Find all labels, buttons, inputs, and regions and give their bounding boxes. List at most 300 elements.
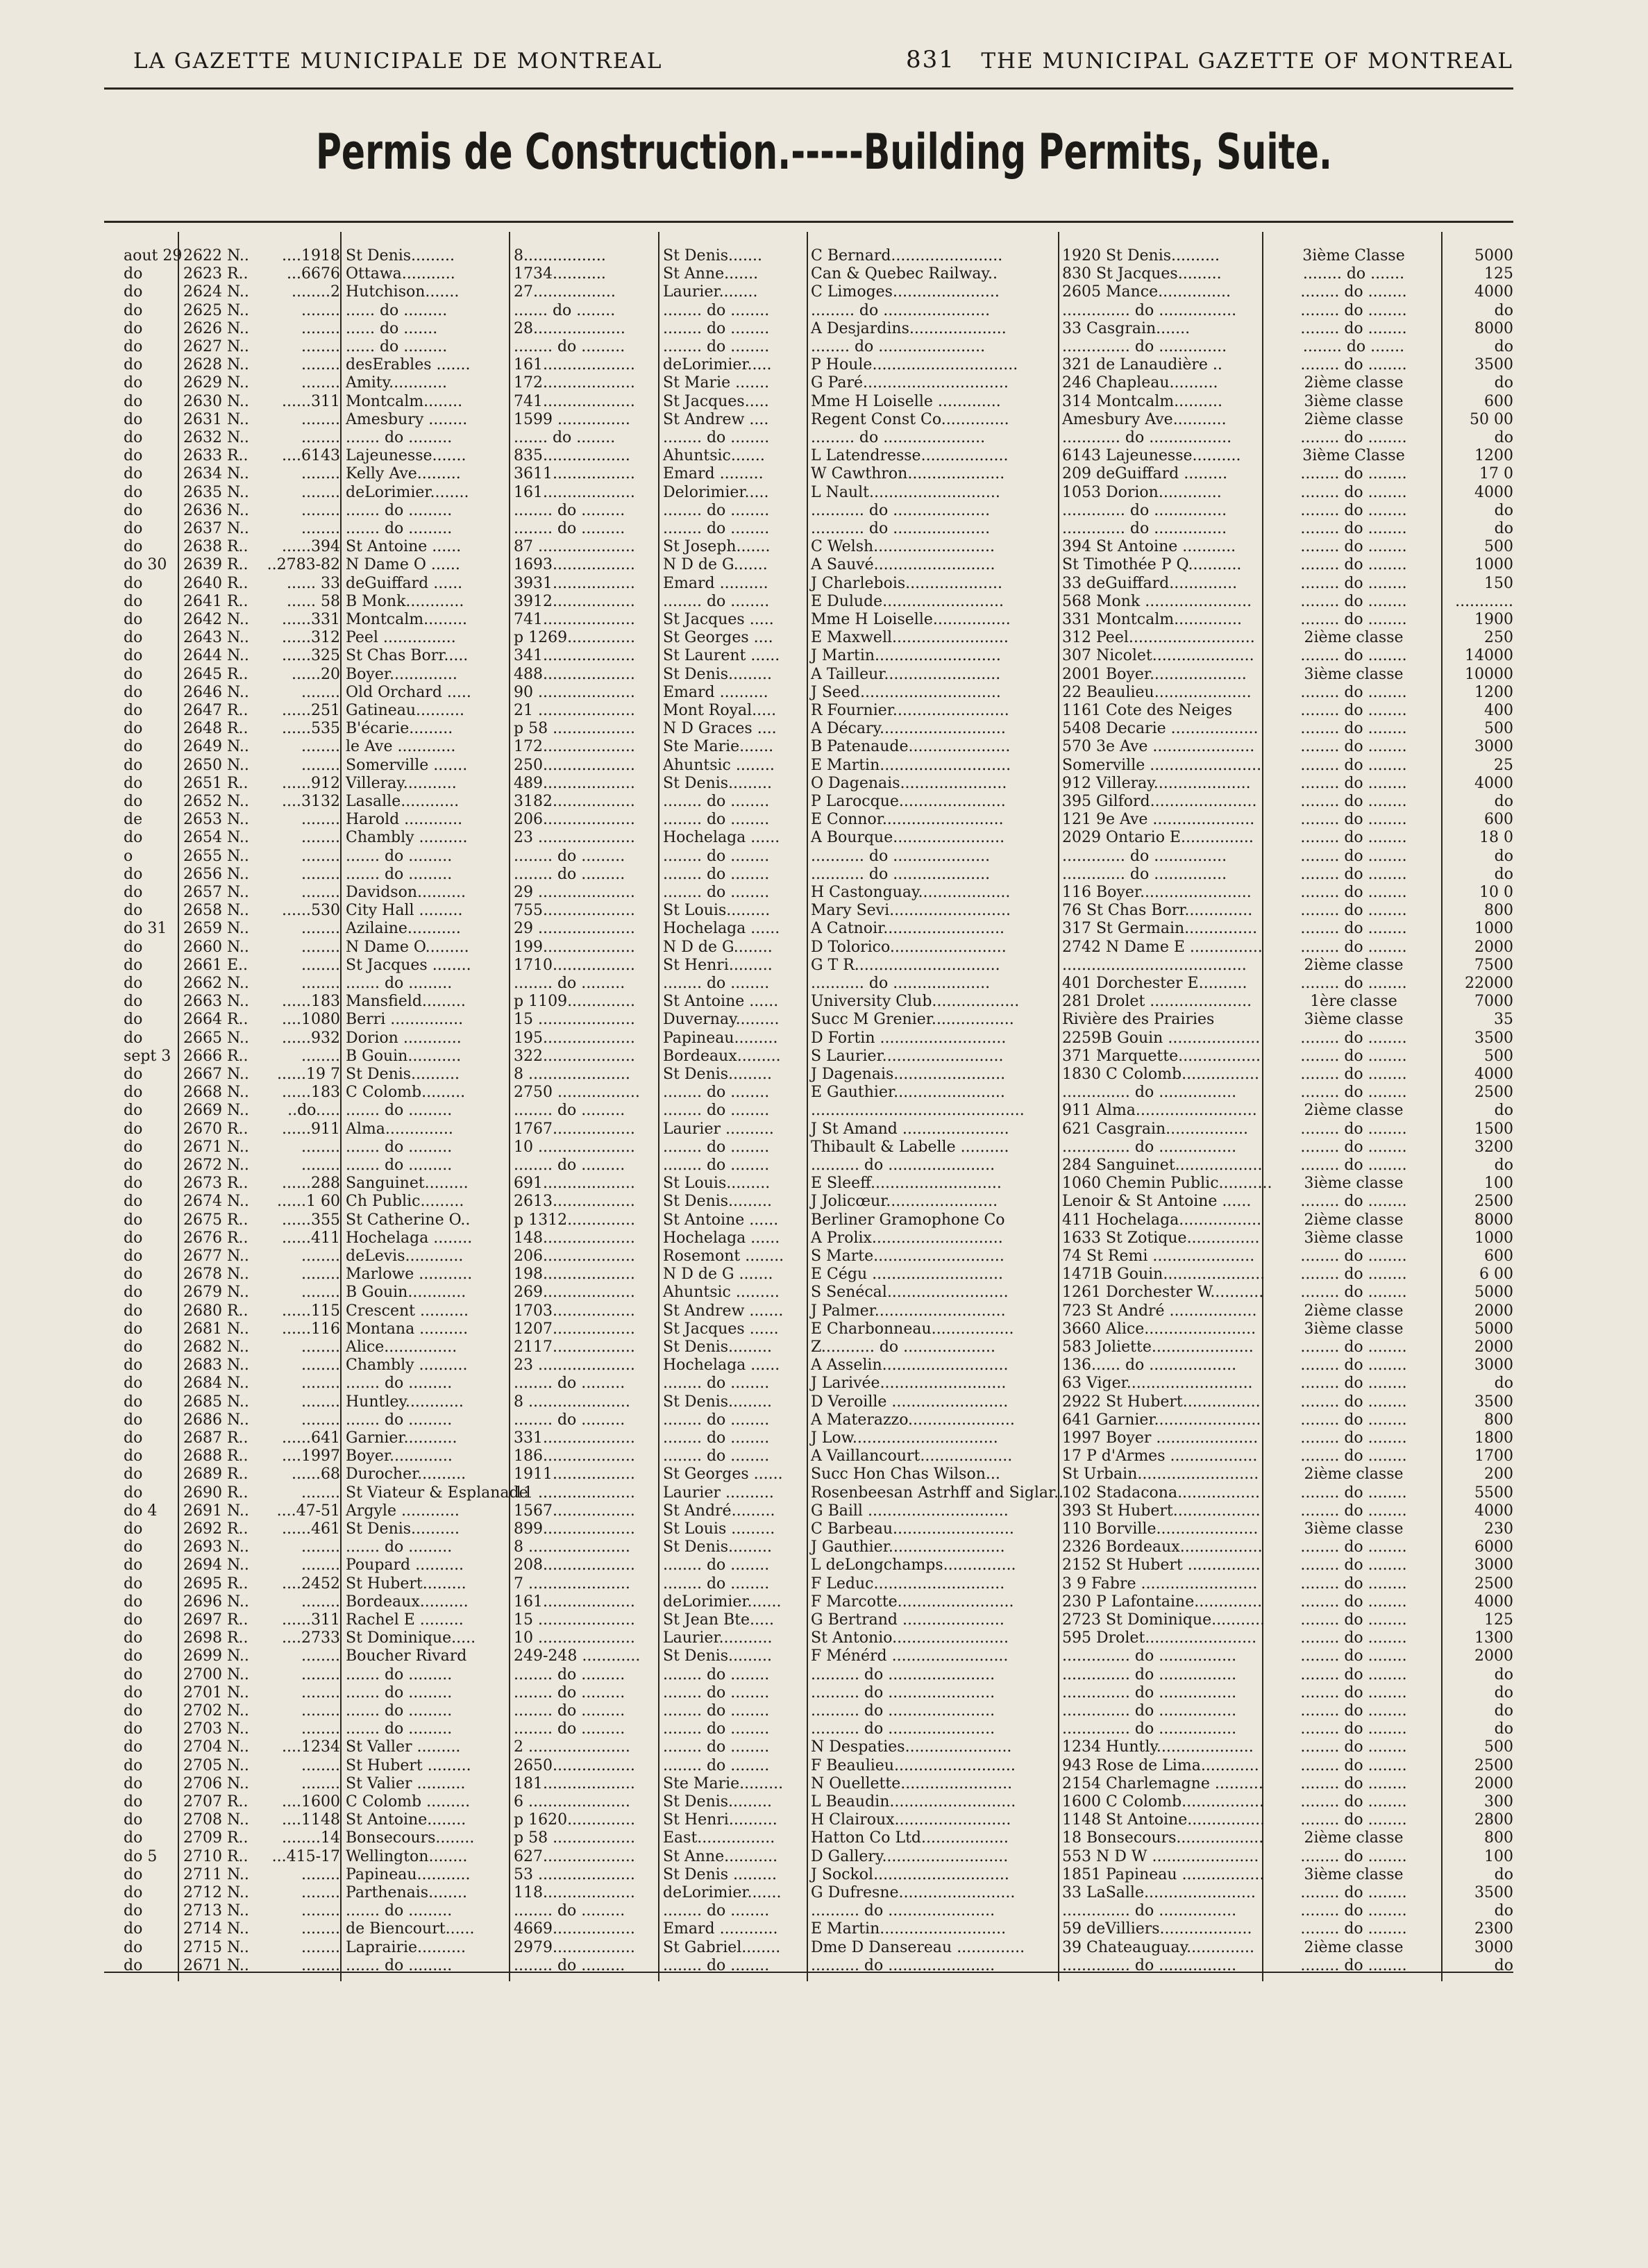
- owner: J St Amand ......................: [811, 1120, 1009, 1138]
- street: Sanguinet.........: [346, 1175, 469, 1192]
- owner: J Larivée..........................: [811, 1375, 1007, 1392]
- street: deLevis............: [346, 1248, 464, 1265]
- permit-class: 3ième classe: [1304, 1175, 1404, 1192]
- street: St Dominique.....: [346, 1629, 476, 1647]
- permit-date: do: [124, 702, 143, 719]
- ward: ........ do ........: [663, 1411, 770, 1429]
- house-number: ......325: [282, 647, 340, 664]
- permit-number: 2662 N..: [183, 975, 249, 992]
- owner: A Prolix...........................: [811, 1229, 1003, 1247]
- house-number: ........: [301, 1284, 340, 1301]
- permit-value: 1200: [1474, 684, 1513, 701]
- street: Poupard ..........: [346, 1556, 464, 1574]
- street: Boyer.............: [346, 1447, 453, 1465]
- owner: S Senécal.........................: [811, 1284, 1009, 1301]
- permit-class: ........ do ........: [1300, 1393, 1407, 1411]
- ward: ........ do ........: [663, 1702, 770, 1720]
- location: 1148 St Antoine................: [1062, 1811, 1266, 1829]
- house-number: ......1 60: [277, 1193, 340, 1210]
- lot-number: 741...................: [514, 611, 635, 628]
- permit-class: ........ do ........: [1300, 775, 1407, 792]
- permit-value: 5500: [1474, 1484, 1513, 1502]
- permit-class: ........ do ........: [1300, 1684, 1407, 1702]
- permit-number: 2700 N..: [183, 1666, 249, 1683]
- street: Azilaine...........: [346, 920, 461, 937]
- house-number: ........: [301, 811, 340, 828]
- lot-number: ....... do ........: [514, 429, 616, 446]
- permit-class: ........ do ........: [1300, 611, 1407, 628]
- table-row: [0, 1030, 1648, 1047]
- table-row: [0, 1647, 1648, 1665]
- table-row: [0, 848, 1648, 865]
- permit-class: ........ do ........: [1300, 484, 1407, 501]
- permit-value: 2500: [1474, 1193, 1513, 1210]
- table-row: [0, 1720, 1648, 1738]
- table-row: [0, 866, 1648, 883]
- permit-class: ........ do ........: [1300, 593, 1407, 610]
- permit-class: ........ do ........: [1300, 1647, 1407, 1665]
- ward: Laurier........: [663, 283, 758, 301]
- street: Boucher Rivard: [346, 1647, 467, 1665]
- lot-number: 15 ....................: [514, 1011, 635, 1028]
- ward: Laurier...........: [663, 1629, 773, 1647]
- table-row: [0, 1302, 1648, 1320]
- permit-value: 2000: [1474, 939, 1513, 956]
- permit-class: ........ do ........: [1300, 1720, 1407, 1738]
- ward: St Anne.......: [663, 265, 759, 283]
- location: 595 Drolet.......................: [1062, 1629, 1257, 1647]
- table-row: [0, 738, 1648, 755]
- location: 943 Rose de Lima............: [1062, 1757, 1259, 1774]
- permit-number: 2636 N..: [183, 502, 249, 519]
- permit-number: 2697 R..: [183, 1611, 249, 1629]
- permit-number: 2666 R..: [183, 1048, 249, 1065]
- ward: ........ do ........: [663, 1157, 770, 1174]
- owner: ........ do ......................: [811, 338, 986, 355]
- street: ....... do .........: [346, 1666, 453, 1683]
- location: .............. do ................: [1062, 1720, 1237, 1738]
- permit-value: 500: [1484, 1048, 1513, 1065]
- permit-number: 2689 R..: [183, 1465, 249, 1483]
- permit-value: do: [1494, 1902, 1513, 1920]
- owner: A Catnoir.........................: [811, 920, 1005, 937]
- lot-number: 2117.................: [514, 1338, 635, 1356]
- permit-class: ........ do ........: [1300, 702, 1407, 719]
- location: 1161 Cote des Neiges: [1062, 702, 1232, 719]
- street: Gatineau..........: [346, 702, 464, 719]
- permit-number: 2660 N..: [183, 939, 249, 956]
- permit-class: 3ième Classe: [1302, 447, 1405, 464]
- permit-class: ........ do ........: [1300, 1629, 1407, 1647]
- ward: St Denis.........: [663, 1647, 772, 1665]
- permit-value: do: [1494, 793, 1513, 810]
- table-row: [0, 1175, 1648, 1192]
- table-row: [0, 666, 1648, 683]
- table-row: [0, 1575, 1648, 1593]
- permit-value: 2500: [1474, 1757, 1513, 1774]
- owner: J Palmer...........................: [811, 1302, 1006, 1320]
- permit-date: do: [124, 593, 143, 610]
- street: Argyle ............: [346, 1502, 460, 1520]
- location: 121 9e Ave .....................: [1062, 811, 1255, 828]
- ward: St Louis.........: [663, 902, 771, 919]
- permit-date: do: [124, 1175, 143, 1192]
- lot-number: 7 .....................: [514, 1575, 630, 1593]
- lot-number: 2650.................: [514, 1757, 635, 1774]
- permit-number: 2710 R..: [183, 1848, 249, 1865]
- permit-number: 2708 N..: [183, 1811, 249, 1829]
- table-row: [0, 1484, 1648, 1502]
- permit-class: ........ do ........: [1300, 1193, 1407, 1210]
- table-row: [0, 629, 1648, 646]
- permit-value: 18 0: [1479, 829, 1513, 846]
- lot-number: ........ do .........: [514, 1157, 625, 1174]
- permit-number: 2659 N..: [183, 920, 249, 937]
- location: 74 St Remi .....................: [1062, 1248, 1255, 1265]
- street: Laprairie..........: [346, 1939, 466, 1956]
- ward: ........ do ........: [663, 1102, 770, 1119]
- permit-class: ........ do ........: [1300, 356, 1407, 373]
- permit-number: 2688 R..: [183, 1447, 249, 1465]
- permit-date: do 31: [124, 920, 167, 937]
- street: Parthenais........: [346, 1884, 468, 1901]
- house-number: ........: [301, 829, 340, 846]
- house-number: ....2733: [282, 1629, 340, 1647]
- ward: ........ do ........: [663, 1684, 770, 1702]
- location: 1830 C Colomb................: [1062, 1066, 1260, 1083]
- lot-number: 322...................: [514, 1048, 635, 1065]
- permit-class: 2ième classe: [1304, 1211, 1404, 1229]
- street: N Dame O.........: [346, 939, 469, 956]
- permit-value: do: [1494, 1666, 1513, 1683]
- permit-number: 2670 R..: [183, 1120, 249, 1138]
- owner: E Dulude.........................: [811, 593, 1004, 610]
- ward: Papineau.........: [663, 1030, 778, 1047]
- table-row: [0, 338, 1648, 355]
- house-number: ......394: [282, 538, 340, 555]
- location: 284 Sanguinet..................: [1062, 1157, 1263, 1174]
- table-row: [0, 920, 1648, 937]
- ward: St Denis.........: [663, 1193, 772, 1210]
- permit-value: do: [1494, 338, 1513, 355]
- permit-class: ........ do ........: [1300, 1157, 1407, 1174]
- table-row: [0, 647, 1648, 664]
- lot-number: 1911.................: [514, 1465, 635, 1483]
- ward: St Andrew .......: [663, 1302, 784, 1320]
- ward: deLorimier.......: [663, 1884, 782, 1901]
- ward: N D de G .......: [663, 1266, 773, 1283]
- permit-date: do 30: [124, 556, 167, 573]
- location: 5408 Decarie ..................: [1062, 720, 1259, 737]
- ward: Emard ............: [663, 1920, 778, 1938]
- house-number: ........: [301, 302, 340, 319]
- lot-number: ........ do .........: [514, 1902, 625, 1920]
- permit-class: ........ do ........: [1300, 1757, 1407, 1774]
- table-row: [0, 1211, 1648, 1229]
- house-number: ........: [301, 884, 340, 901]
- permit-class: ........ do ........: [1300, 1338, 1407, 1356]
- permit-value: 4000: [1474, 484, 1513, 501]
- owner: E Cégu ...........................: [811, 1266, 1003, 1283]
- table-row: [0, 1939, 1648, 1956]
- house-number: ........: [301, 1048, 340, 1065]
- ward: Mont Royal.....: [663, 702, 777, 719]
- lot-number: ........ do .........: [514, 848, 625, 865]
- permit-number: 2703 N..: [183, 1720, 249, 1738]
- permit-date: do: [124, 1920, 143, 1938]
- permit-date: do: [124, 1429, 143, 1447]
- permit-number: 2675 R..: [183, 1211, 249, 1229]
- owner: .......... do ......................: [811, 1957, 995, 1974]
- lot-number: 835..................: [514, 447, 630, 464]
- permit-class: ........ do ........: [1300, 920, 1407, 937]
- permit-date: do: [124, 1884, 143, 1901]
- house-number: ...... 33: [287, 575, 340, 592]
- table-row: [0, 1757, 1648, 1774]
- owner: Z........... do ...................: [811, 1338, 996, 1356]
- permit-class: ........ do ........: [1300, 1666, 1407, 1683]
- location: 394 St Antoine ...........: [1062, 538, 1236, 555]
- house-number: ........: [301, 338, 340, 355]
- permit-value: 600: [1484, 811, 1513, 828]
- street: Rachel E .........: [346, 1611, 464, 1629]
- permit-date: do: [124, 1320, 143, 1338]
- street: ...... do .........: [346, 302, 448, 319]
- permit-number: 2654 N..: [183, 829, 249, 846]
- lot-number: 2613.................: [514, 1193, 635, 1210]
- permit-date: do: [124, 1139, 143, 1156]
- lot-number: ........ do .........: [514, 1666, 625, 1683]
- permit-number: 2667 N..: [183, 1066, 249, 1083]
- permit-date: do: [124, 1411, 143, 1429]
- location: 830 St Jacques.........: [1062, 265, 1222, 283]
- owner: R Fournier........................: [811, 702, 1009, 719]
- street: Crescent ..........: [346, 1302, 469, 1320]
- permit-number: 2696 N..: [183, 1593, 249, 1611]
- location: 314 Montcalm..........: [1062, 393, 1223, 410]
- permit-date: do: [124, 575, 143, 592]
- house-number: ........: [301, 1702, 340, 1720]
- permit-date: do: [124, 429, 143, 446]
- street: Ottawa...........: [346, 265, 455, 283]
- location: .............. do ................: [1062, 1647, 1237, 1665]
- permit-value: 6 00: [1479, 1266, 1513, 1283]
- owner: ......... do ......................: [811, 302, 991, 319]
- lot-number: 269...................: [514, 1284, 635, 1301]
- permit-date: do: [124, 356, 143, 373]
- ward: Hochelaga ......: [663, 829, 780, 846]
- permit-number: 2704 N..: [183, 1738, 249, 1756]
- table-row: [0, 1375, 1648, 1392]
- table-row: [0, 1593, 1648, 1611]
- house-number: ......331: [282, 611, 340, 628]
- permit-number: 2628 N..: [183, 356, 249, 373]
- table-row: [0, 884, 1648, 901]
- location: 1851 Papineau .................: [1062, 1866, 1265, 1883]
- house-number: ........: [301, 1647, 340, 1665]
- house-number: ........: [301, 356, 340, 373]
- ward: East................: [663, 1829, 775, 1847]
- location: 621 Casgrain.................: [1062, 1120, 1249, 1138]
- lot-number: 87 ....................: [514, 538, 635, 555]
- table-row: [0, 975, 1648, 992]
- street: Huntley............: [346, 1393, 464, 1411]
- street: Kelly Ave.........: [346, 465, 461, 482]
- lot-number: 1567.................: [514, 1502, 635, 1520]
- location: 1261 Dorchester W...........: [1062, 1284, 1264, 1301]
- ward: ........ do ........: [663, 1957, 770, 1974]
- owner: S Laurier.........................: [811, 1048, 1004, 1065]
- permit-class: ........ do ........: [1300, 884, 1407, 901]
- owner: J Martin..........................: [811, 647, 1001, 664]
- ward: Duvernay.........: [663, 1011, 780, 1028]
- house-number: ......530: [282, 902, 340, 919]
- location: 553 N D W ......................: [1062, 1848, 1259, 1865]
- house-number: ..2783-82: [267, 556, 340, 573]
- ward: Laurier ..........: [663, 1484, 774, 1502]
- house-number: ........14: [282, 1829, 340, 1847]
- location: 317 St Germain...............: [1062, 920, 1258, 937]
- owner: ............................................: [811, 1102, 1025, 1119]
- page-number: 831: [906, 46, 955, 74]
- permit-class: ........ do ........: [1300, 1484, 1407, 1502]
- street: Berri ...............: [346, 1011, 464, 1028]
- house-number: ......912: [282, 775, 340, 792]
- permit-number: 2695 R..: [183, 1575, 249, 1593]
- permit-class: ........ do ........: [1300, 1502, 1407, 1520]
- table-row: [0, 1102, 1648, 1119]
- permit-date: do: [124, 611, 143, 628]
- location: 307 Nicolet.....................: [1062, 647, 1254, 664]
- permit-value: do: [1494, 1866, 1513, 1883]
- street: Lajeunesse.......: [346, 447, 466, 464]
- table-row: [0, 484, 1648, 501]
- permit-date: do: [124, 1284, 143, 1301]
- owner: F Beaulieu.........................: [811, 1757, 1016, 1774]
- permit-number: 2664 R..: [183, 1011, 249, 1028]
- lot-number: 249-248 ............: [514, 1647, 641, 1665]
- street: Chambly ..........: [346, 1356, 468, 1374]
- ward: ........ do ........: [663, 1139, 770, 1156]
- ward: St Denis.........: [663, 1338, 772, 1356]
- location: 230 P Lafontaine..............: [1062, 1593, 1263, 1611]
- permit-class: ........ do ........: [1300, 1593, 1407, 1611]
- house-number: ........: [301, 1411, 340, 1429]
- permit-value: do: [1494, 1102, 1513, 1119]
- lot-number: p 58 .................: [514, 720, 635, 737]
- permit-date: do: [124, 1030, 143, 1047]
- permit-date: do: [124, 1757, 143, 1774]
- location: 312 Peel..........................: [1062, 629, 1255, 646]
- location: 583 Joliette.....................: [1062, 1338, 1254, 1356]
- location: .............. do ................: [1062, 1666, 1237, 1683]
- table-row: [0, 1284, 1648, 1301]
- street: ...... do .......: [346, 320, 438, 337]
- location: 570 3e Ave .....................: [1062, 738, 1255, 755]
- permit-class: ........ do ........: [1300, 1429, 1407, 1447]
- location: 912 Villeray....................: [1062, 775, 1251, 792]
- lot-number: 161...................: [514, 484, 635, 501]
- permit-value: 8000: [1474, 1211, 1513, 1229]
- permit-value: do: [1494, 848, 1513, 865]
- street: Bonsecours........: [346, 1829, 475, 1847]
- permit-value: 1000: [1474, 1229, 1513, 1247]
- ward: St Henri..........: [663, 1811, 777, 1829]
- ward: St Denis.......: [663, 247, 763, 264]
- permit-class: ........ do ........: [1300, 939, 1407, 956]
- lot-number: 21 ....................: [514, 702, 635, 719]
- owner: Rosenbeesan Astrhff and Siglar..: [811, 1484, 1064, 1502]
- permit-value: 150: [1484, 575, 1513, 592]
- house-number: ....2452: [282, 1575, 340, 1593]
- house-number: ........: [301, 320, 340, 337]
- permit-number: 2692 R..: [183, 1520, 249, 1538]
- permit-date: do: [124, 1102, 143, 1119]
- ward: N D de G.......: [663, 556, 768, 573]
- permit-class: ........ do ........: [1300, 1084, 1407, 1101]
- house-number: ........: [301, 684, 340, 701]
- location: 59 deVilliers...................: [1062, 1920, 1252, 1938]
- permit-value: 2300: [1474, 1920, 1513, 1938]
- permit-value: 250: [1484, 629, 1513, 646]
- location: 2742 N Dame E ...............: [1062, 939, 1263, 956]
- house-number: ......115: [282, 1302, 340, 1320]
- owner: G Dufresne........................: [811, 1884, 1016, 1901]
- table-row: [0, 611, 1648, 628]
- permit-value: 4000: [1474, 283, 1513, 301]
- house-number: ........: [301, 1666, 340, 1683]
- house-number: ........: [301, 502, 340, 519]
- ward: ........ do ........: [663, 1447, 770, 1465]
- lot-number: 10 ....................: [514, 1629, 635, 1647]
- permit-date: do: [124, 1720, 143, 1738]
- street: ....... do .........: [346, 1102, 453, 1119]
- street: Peel ...............: [346, 629, 456, 646]
- permit-date: do: [124, 975, 143, 992]
- table-row: [0, 556, 1648, 573]
- lot-number: 1710.................: [514, 957, 635, 974]
- permit-class: ........ do ........: [1300, 465, 1407, 482]
- lot-number: ........ do .........: [514, 1684, 625, 1702]
- permit-number: 2622 N..: [183, 247, 249, 264]
- owner: Succ M Grenier.................: [811, 1011, 1014, 1028]
- lot-number: 29 ....................: [514, 884, 635, 901]
- lot-number: 1703.................: [514, 1302, 635, 1320]
- street: B Gouin...........: [346, 1048, 462, 1065]
- lot-number: 331...................: [514, 1429, 635, 1447]
- permit-class: ........ do ........: [1300, 429, 1407, 446]
- table-row: [0, 1338, 1648, 1356]
- table-row: [0, 1738, 1648, 1756]
- street: Harold ............: [346, 811, 463, 828]
- table-row: [0, 957, 1648, 974]
- permit-date: do: [124, 775, 143, 792]
- street: ....... do .........: [346, 1720, 453, 1738]
- permit-class: 2ième classe: [1304, 1102, 1404, 1119]
- street: Boyer..............: [346, 666, 457, 683]
- ward: St Denis.........: [663, 1793, 772, 1811]
- ward: deLorimier.......: [663, 1593, 782, 1611]
- ward: St Denis.........: [663, 1393, 772, 1411]
- owner: N Despaties......................: [811, 1738, 1012, 1756]
- permit-number: 2687 R..: [183, 1429, 249, 1447]
- ward: ........ do ........: [663, 502, 770, 519]
- table-row: [0, 1848, 1648, 1865]
- permit-date: do: [124, 1829, 143, 1847]
- permit-number: 2702 N..: [183, 1702, 249, 1720]
- owner: O Dagenais......................: [811, 775, 1007, 792]
- permit-date: do: [124, 1193, 143, 1210]
